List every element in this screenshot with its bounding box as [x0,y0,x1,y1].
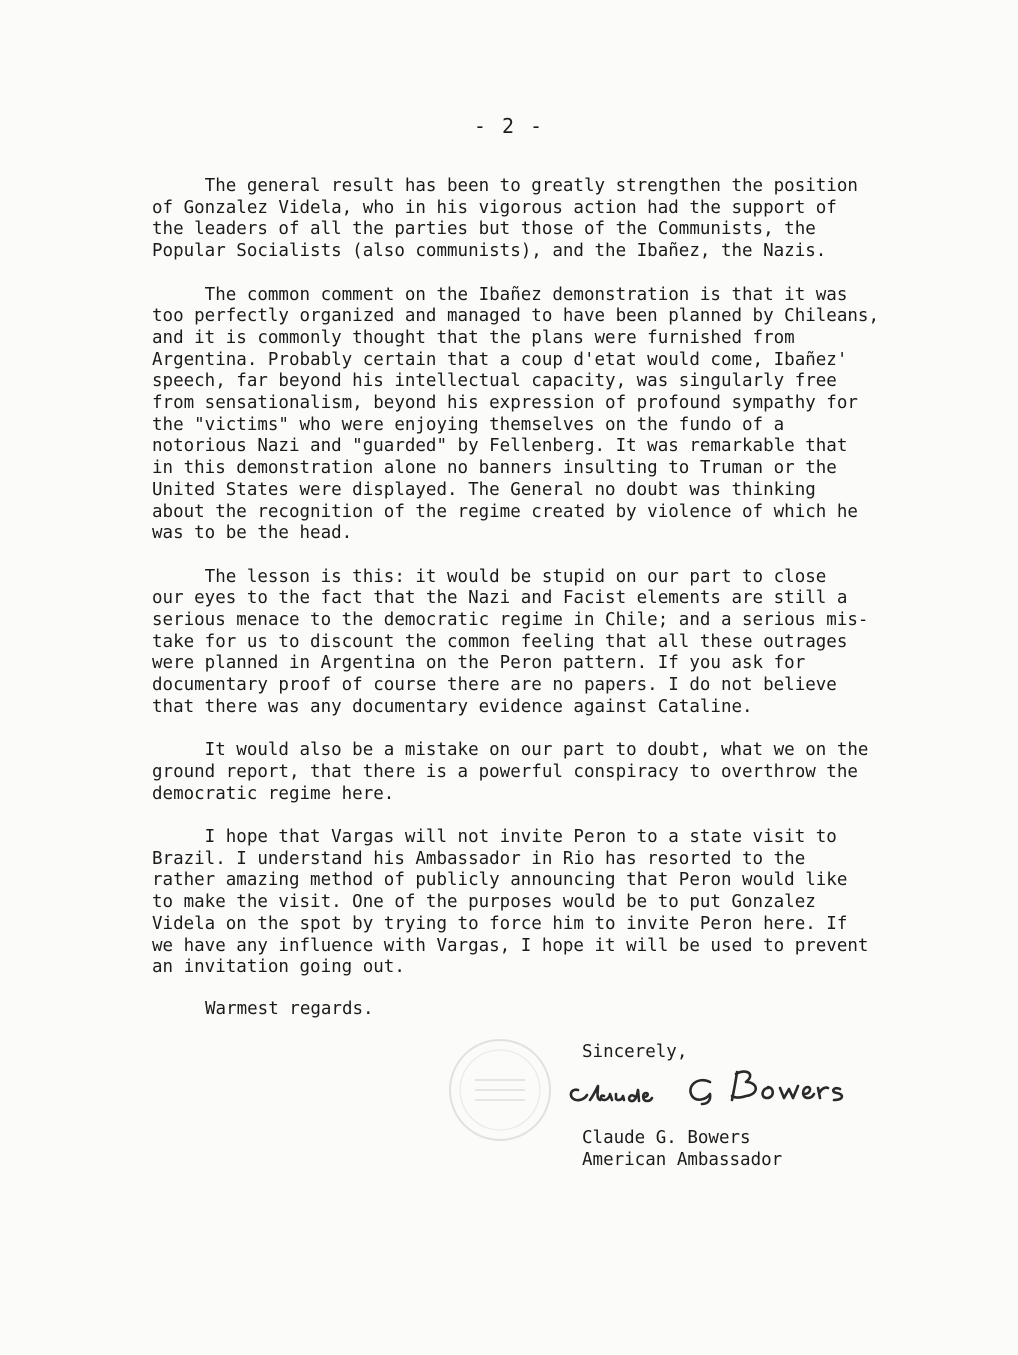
text-line: United States were displayed. The General no doubt was thinking [152,479,816,500]
text-line: I hope that Vargas will not invite Peron to a state visit to [152,827,837,848]
paragraph [152,567,887,719]
text-line: The general result has been to greatly strengthen the position [152,176,858,196]
text-line: of Gonzalez Videla, who in his vigorous action had the support of [152,197,837,218]
received-stamp [440,1030,560,1150]
text-line: Brazil. I understand his Ambassador in Rio has resorted to the [152,848,806,869]
text-line: the leaders of all the parties but those of the Communists, the [152,219,816,240]
text-line: our eyes to the fact that the Nazi and Facist elements are still a [152,588,848,609]
text-line: to make the visit. One of the purposes would be to put Gonzalez [152,892,816,913]
text-line: ground report, that there is a powerful conspiracy to overthrow the [152,761,858,782]
text-line: the "victims" who were enjoying themselves on the fundo of a [152,414,785,435]
closing-greeting: Warmest regards. [205,999,374,1019]
text-line: rather amazing method of publicly announcing that Peron would like [152,870,848,891]
text-line: speech, far beyond his intellectual capacity, was singularly free [152,371,837,392]
text-line: from sensationalism, beyond his expression of profound sympathy for [152,393,858,414]
valediction: Sincerely, [582,1042,688,1062]
text-line: too perfectly organized and managed to have been planned by Chileans, [152,306,879,327]
paragraph [152,827,887,979]
text-line: in this demonstration alone no banners insulting to Truman or the [152,458,837,479]
text-line: notorious Nazi and "guarded" by Fellenberg. It was remarkable that [152,436,848,457]
signer-title: American Ambassador [582,1150,783,1170]
text-line: and it is commonly thought that the plans were furnished from [152,327,795,348]
signer-block [582,1127,782,1171]
letter-body [152,176,887,1001]
text-line: Videla on the spot by trying to force him to invite Peron here. If [152,913,848,934]
text-line: about the recognition of the regime created by violence of which he [152,501,858,522]
text-line: Argentina. Probably certain that a coup d'etat would come, Ibañez' [152,349,848,370]
text-line: Popular Socialists (also communists), and the Ibañez, the Nazis. [152,241,827,262]
text-line: democratic regime here. [152,783,395,804]
text-line: The lesson is this: it would be stupid on our part to close [152,566,827,587]
text-line: was to be the head. [152,523,353,544]
text-line: take for us to discount the common feeling that all these outrages [152,631,848,652]
text-line: It would also be a mistake on our part to doubt, what we on the [152,740,869,761]
text-line: were planned in Argentina on the Peron pattern. If you ask for [152,653,806,674]
text-line: that there was any documentary evidence against Cataline. [152,696,753,717]
text-line: serious menace to the democratic regime in Chile; and a serious mis- [152,610,869,631]
text-line: an invitation going out. [152,957,405,978]
paragraph [152,285,887,545]
page-number: - 2 - [473,114,545,138]
text-line: The common comment on the Ibañez demonstration is that it was [152,284,848,305]
paragraph [152,740,887,805]
paragraph [152,176,887,263]
text-line: we have any influence with Vargas, I hope it will be used to prevent [152,935,869,956]
handwritten-signature [560,1060,950,1110]
text-line: documentary proof of course there are no papers. I do not believe [152,675,837,696]
signer-name: Claude G. Bowers [582,1128,751,1148]
